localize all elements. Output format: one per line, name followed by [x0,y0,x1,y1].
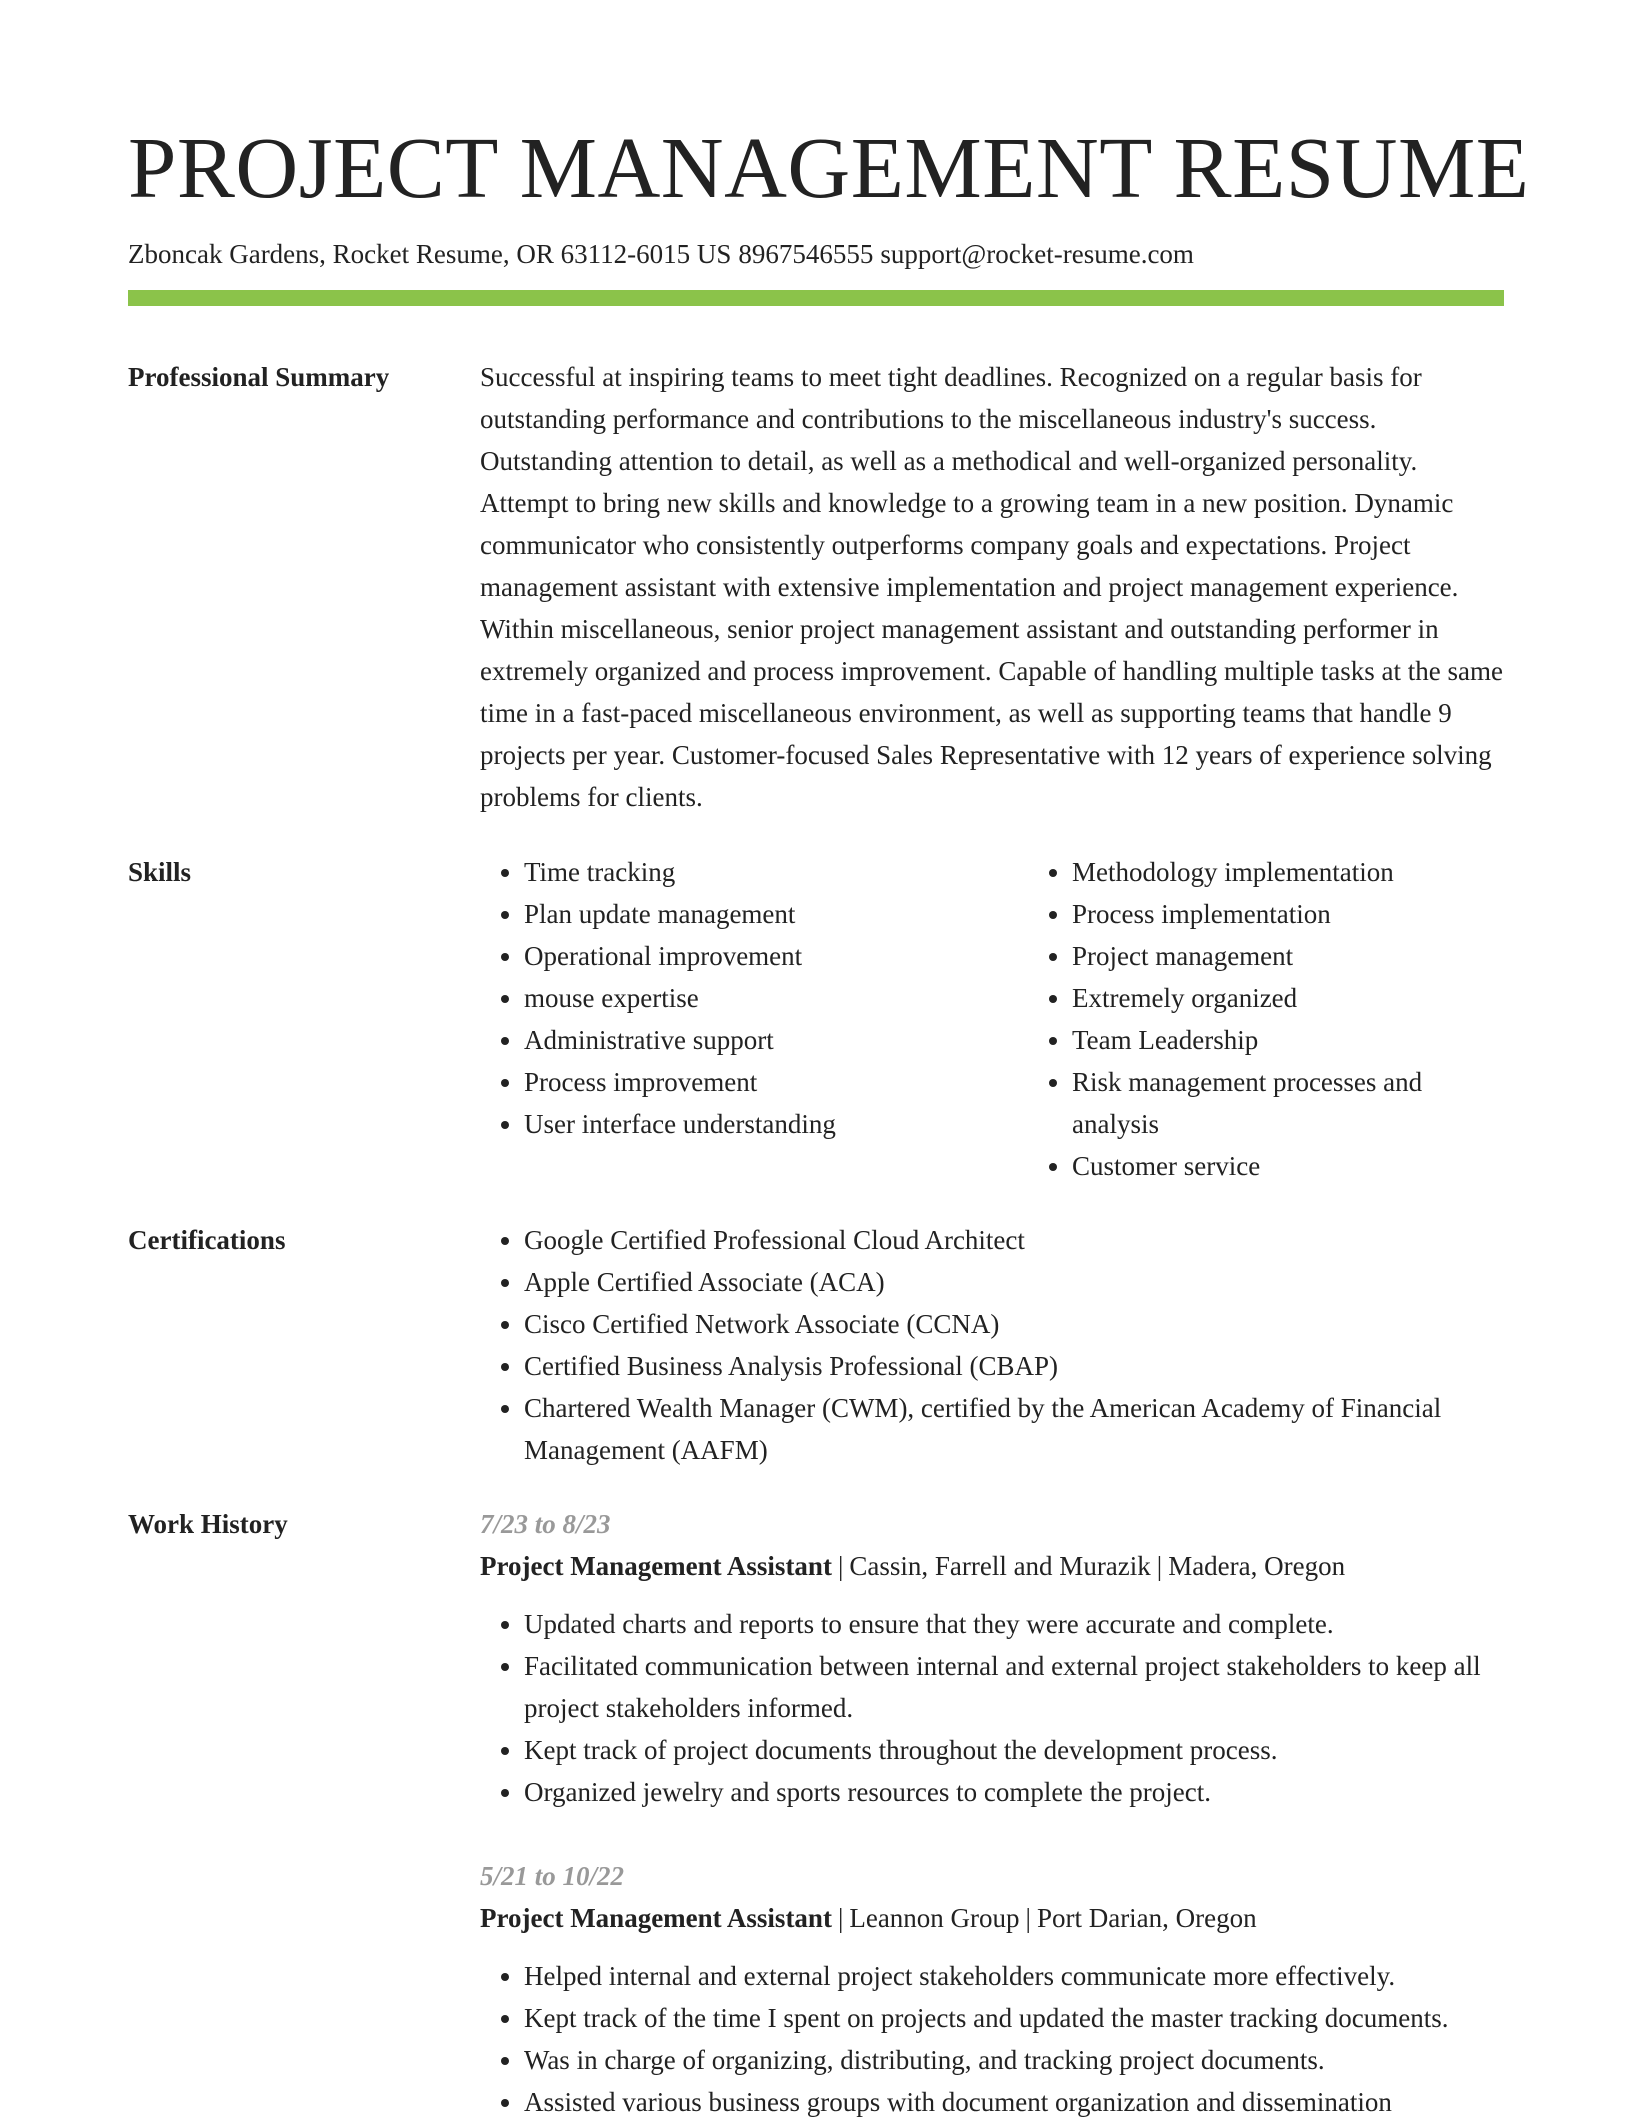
job-company: Leannon Group [849,1903,1020,1933]
job-bullet: • Kept track of project documents throughout the development process. [524,1729,1504,1771]
skill-item: • Administrative support [524,1019,1028,1061]
contact-line [128,236,1504,272]
job-bullet: • Facilitated communication between internal and external project stakeholders to keep all project stakeholders informed. [524,1645,1504,1729]
job-bullets [480,1955,1504,2123]
skill-item: • Project management [1072,935,1504,977]
job-bullet: • Updated charts and reports to ensure that they were accurate and complete. [524,1603,1504,1645]
section-professional-summary [128,306,1504,818]
skills-list-left [480,851,1028,1187]
skill-item: • Time tracking [524,851,1028,893]
skill-item: • Risk management processes and analysis [1072,1061,1504,1145]
certification-item: • Cisco Certified Network Associate (CCNA) [524,1303,1504,1345]
skill-item: • Team Leadership [1072,1019,1504,1061]
section-skills [128,818,1504,1187]
separator: | [837,1551,844,1581]
job-location: Port Darian, Oregon [1036,1903,1257,1933]
certification-item: • Apple Certified Associate (ACA) [524,1261,1504,1303]
section-certifications [128,1187,1504,1471]
job-title: Project Management Assistant [480,1903,832,1933]
skill-item: • Process improvement [524,1061,1028,1103]
skill-item: • Process implementation [1072,893,1504,935]
job-dates: 7/23 to 8/23 [480,1509,611,1539]
skill-item: • Extremely organized [1072,977,1504,1019]
separator: | [837,1903,844,1933]
job-dates: 5/21 to 10/22 [480,1861,625,1891]
resume-title: PROJECT MANAGEMENT RESUME [128,119,1530,216]
email: support@rocket-resume.com [880,239,1194,269]
job-bullet: • Helped internal and external project stakeholders communicate more effectively. [524,1955,1504,1997]
certification-item: • Google Certified Professional Cloud Architect [524,1219,1504,1261]
job-entry [480,1503,1504,1813]
certifications-list [480,1219,1504,1471]
section-label-skills: Skills [128,857,192,887]
separator: | [1025,1903,1031,1933]
section-label-certifications: Certifications [128,1225,286,1255]
address: Zboncak Gardens, Rocket Resume, OR 63112-6015 US [128,239,732,269]
job-bullets [480,1603,1504,1813]
job-company: Cassin, Farrell and Murazik [849,1551,1151,1581]
skill-item: • mouse expertise [524,977,1028,1019]
job-heading [480,1545,1504,1587]
section-label-summary: Professional Summary [128,362,390,392]
certification-item: • Chartered Wealth Manager (CWM), certified by the American Academy of Financial Management (AAFM) [524,1387,1504,1471]
section-label-work-history: Work History [128,1509,288,1539]
job-bullet: • Was in charge of organizing, distributing, and tracking project documents. [524,2039,1504,2081]
summary-text: Successful at inspiring teams to meet tight deadlines. Recognized on a regular basis for outstanding performance and contributions to the miscellaneous industry's success. Outstanding attention to detail, as well as a methodical and well-organized personality. Attempt to bring new skills and knowledge to a growing team in a new position. Dynamic communicator who consistently outperforms company goals and expectations. Project management assistant with extensive implementation and project management experience. Within miscellaneous, senior project management assistant and outstanding performer in extremely organized and process improvement. Capable of handling multiple tasks at the same time in a fast-paced miscellaneous environment, as well as supporting teams that handle 9 projects per year. Customer-focused Sales Representative with 12 years of experience solving problems for clients. [480,362,1503,812]
skill-item: • User interface understanding [524,1103,1028,1145]
job-bullet: • Organized jewelry and sports resources to complete the project. [524,1771,1504,1813]
skills-list-right [1028,851,1504,1187]
skill-item: • Methodology implementation [1072,851,1504,893]
certification-item: • Certified Business Analysis Professional (CBAP) [524,1345,1504,1387]
job-bullet: • Kept track of the time I spent on projects and updated the master tracking documents. [524,1997,1504,2039]
skill-item: • Plan update management [524,893,1028,935]
separator: | [1156,1551,1163,1581]
phone: 8967546555 [738,239,874,269]
header-divider [128,290,1504,306]
certifications-body [480,1219,1504,1471]
skill-item: • Operational improvement [524,935,1028,977]
job-bullet: • Assisted various business groups with document organization and dissemination [524,2081,1504,2123]
job-title: Project Management Assistant [480,1551,832,1581]
resume-page [128,118,1530,2123]
skill-item: • Customer service [1072,1145,1504,1187]
section-work-history [128,1471,1504,2123]
skills-columns [480,851,1504,1187]
job-location: Madera, Oregon [1168,1551,1346,1581]
job-entry [480,1855,1504,2123]
job-heading [480,1897,1504,1939]
work-history-body [480,1503,1504,2123]
